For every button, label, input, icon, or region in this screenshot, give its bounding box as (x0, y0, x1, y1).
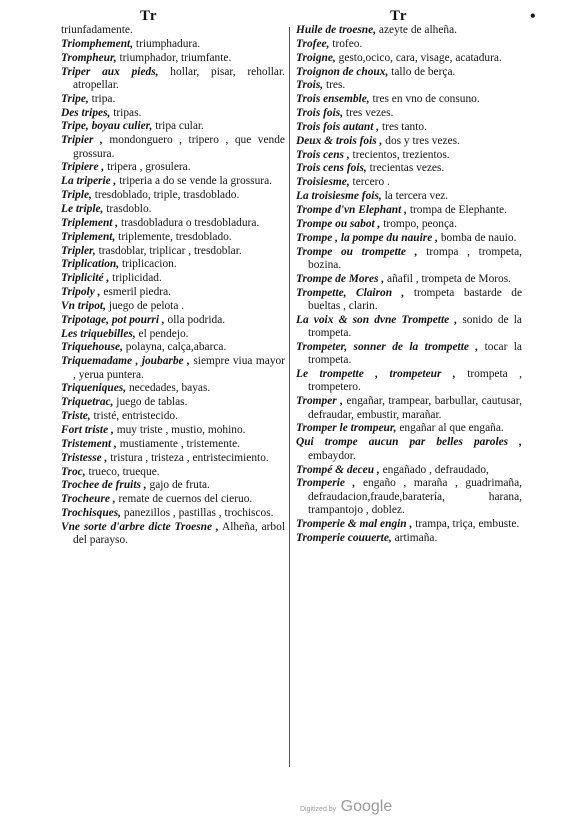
french-headword: Trochee de fruits , (61, 479, 147, 492)
right-column (296, 24, 522, 546)
dictionary-entry (61, 466, 285, 479)
dictionary-entry (61, 120, 285, 133)
french-headword: Triquemadame , joubarbe , (61, 355, 190, 368)
french-headword: Triste, (61, 410, 91, 423)
dictionary-entry (61, 328, 285, 341)
spanish-translation: tres. (325, 79, 346, 92)
french-headword: Fort triste , (61, 423, 114, 436)
spanish-translation: necedades, bayas. (128, 382, 211, 395)
french-headword: Triplement, (61, 230, 116, 243)
dictionary-entry (61, 452, 285, 465)
spanish-translation: trompa de Elephante. (409, 203, 507, 216)
dictionary-entry (61, 424, 285, 437)
french-headword: Tromper , (296, 395, 344, 408)
spanish-translation: Alheña, arbol del parayso. (73, 520, 285, 547)
spanish-translation: artimaña. (394, 531, 438, 544)
french-headword: Qui trompe aucun par belles paroles , (296, 436, 522, 449)
spanish-translation: triunfadamente. (61, 24, 133, 36)
french-headword: Deux & trois fois , (296, 134, 383, 147)
french-headword: Tripoly , (61, 286, 101, 299)
dictionary-entry (296, 218, 522, 231)
dictionary-entry (296, 121, 522, 134)
dictionary-entry (61, 341, 285, 354)
spanish-translation: la tercera vez. (384, 190, 449, 203)
spanish-translation: trompeta bastarde de bueltas , clarin. (308, 286, 522, 312)
dictionary-entry (61, 24, 285, 37)
spanish-translation: tres vezes. (345, 107, 394, 120)
spanish-translation: juego de pelota . (108, 299, 185, 312)
french-headword: Triquetrac, (61, 396, 114, 409)
dictionary-entry (61, 38, 285, 51)
french-headword: Tripiere , (61, 161, 105, 174)
dictionary-entry (61, 396, 285, 409)
french-headword: Trois fois, (296, 107, 344, 120)
spanish-translation: siempre viua mayor , yerua puntera. (73, 355, 285, 381)
spanish-translation: tripa cular. (155, 120, 204, 133)
spanish-translation: trasdobladura o tresdobladura. (121, 216, 260, 229)
dictionary-entry (296, 204, 522, 217)
spanish-translation: tripera , grosulera. (107, 161, 191, 174)
dictionary-entry (296, 273, 522, 286)
spanish-translation: juego de tablas. (116, 396, 188, 409)
spanish-translation: tripas. (113, 106, 142, 119)
dictionary-entry (61, 66, 285, 93)
french-headword: Triomphement, (61, 37, 134, 50)
french-headword: Trompe ou sabot , (296, 217, 381, 230)
french-headword: Trois, (296, 79, 324, 92)
spanish-translation: tristura , tristeza , entristecimiento. (110, 451, 269, 464)
dictionary-entry (61, 410, 285, 423)
dictionary-entry (61, 314, 285, 327)
spanish-translation: trasdoblar, triplicar , tresdoblar. (98, 244, 242, 257)
dictionary-entry (61, 355, 285, 382)
spanish-translation: gajo de fruta. (149, 479, 210, 492)
french-headword: Trois fois autant , (296, 120, 380, 133)
dictionary-entry (61, 507, 285, 520)
dictionary-entry (296, 464, 522, 477)
column-divider (289, 27, 290, 767)
french-headword: Trochisques, (61, 507, 122, 520)
dictionary-entry (296, 135, 522, 148)
french-headword: Trompe d'vn Elephant , (296, 203, 407, 216)
dictionary-entry (296, 176, 522, 189)
dictionary-entry (296, 287, 522, 314)
spanish-translation: tres en vno de consuno. (372, 93, 480, 106)
french-headword: Des tripes, (61, 106, 111, 119)
spanish-translation: tercero . (352, 176, 390, 189)
french-headword: Trois ensemble, (296, 93, 370, 106)
french-headword: Troisiesme, (296, 176, 350, 189)
french-headword: Tromperie & mal engin , (296, 517, 413, 530)
spanish-translation: trasdoblo. (106, 202, 152, 215)
french-headword: Trompe , la pompe du nauire , (296, 231, 438, 244)
dictionary-entry (61, 286, 285, 299)
spanish-translation: tresdoblado, triple, trasdoblado. (94, 189, 240, 202)
french-headword: Tromper le trompeur, (296, 422, 397, 435)
spanish-translation: olla podrida. (167, 313, 226, 326)
spanish-translation: triplicacion. (121, 258, 177, 271)
spanish-translation: trecientos, trezientos. (352, 148, 450, 161)
spanish-translation: tallo de berça. (391, 65, 456, 78)
spanish-translation: engañar al que engaña. (399, 422, 504, 435)
spanish-translation: azeyte de alheña. (378, 24, 458, 36)
french-headword: Tromperie , (296, 477, 356, 490)
spanish-translation: trecientas vezes. (369, 162, 445, 175)
french-headword: Triqueniques, (61, 382, 127, 395)
dictionary-entry (61, 521, 285, 548)
dictionary-entry (61, 382, 285, 395)
spanish-translation: tristé, entristecido. (93, 410, 178, 423)
dictionary-entry (296, 341, 522, 368)
dictionary-entry (61, 245, 285, 258)
spanish-translation: engaño , maraña , guadrimaña, defraudacion,fraude,baratería, harana, trampantojo , doblez. (308, 477, 522, 517)
spanish-translation: tocar la trompeta. (308, 340, 522, 367)
spanish-translation: muy triste , mustio, mohino. (116, 423, 246, 436)
google-logo: Google (340, 798, 393, 815)
spanish-translation: panezillos , pastillas , trochiscos. (123, 507, 274, 520)
spanish-translation: triplicidad. (112, 272, 162, 285)
dictionary-entry (296, 532, 522, 545)
spanish-translation: el pendejo. (138, 327, 189, 340)
dictionary-entry (296, 38, 522, 51)
spanish-translation: dos y tres vezes. (385, 134, 460, 147)
french-headword: Triquehouse, (61, 341, 123, 354)
french-headword: Triplement , (61, 216, 119, 229)
french-headword: Trompe ou trompette , (296, 245, 418, 258)
french-headword: Tripler, (61, 244, 96, 257)
french-headword: Tristesse , (61, 451, 108, 464)
french-headword: Le triple, (61, 202, 104, 215)
french-headword: Tripe, boyau culier, (61, 120, 153, 133)
dictionary-entry (61, 493, 285, 506)
dictionary-entry (296, 246, 522, 273)
french-headword: Trois cens , (296, 148, 350, 161)
french-headword: Troc, (61, 465, 86, 478)
dictionary-entry (61, 107, 285, 120)
dictionary-entry (61, 479, 285, 492)
dictionary-entry (61, 203, 285, 216)
french-headword: Tromperie couuerte, (296, 531, 392, 544)
french-headword: Trocheure , (61, 493, 116, 506)
dictionary-entry (296, 149, 522, 162)
spanish-translation: triperia a do se vende la grossura. (119, 175, 273, 188)
dictionary-entry (296, 368, 522, 395)
spanish-translation: triumphadura. (135, 37, 201, 50)
dictionary-entry (296, 52, 522, 65)
left-column (61, 24, 285, 548)
spanish-translation: trompeta , trompetero. (308, 368, 522, 394)
dictionary-entry (296, 107, 522, 120)
french-headword: Vn tripot, (61, 299, 106, 312)
dictionary-entry (61, 438, 285, 451)
spanish-translation: gesto,ocico, cara, visage, acatadura. (338, 51, 502, 64)
dictionary-entry (61, 175, 285, 188)
dictionary-entry (61, 93, 285, 106)
digitized-by-text: Digitized by (300, 806, 337, 813)
french-headword: Le trompette , trompeteur , (296, 368, 456, 381)
french-headword: Trompe de Mores , (296, 272, 385, 285)
dictionary-entry (296, 232, 522, 245)
running-head-left: Tr (140, 8, 158, 24)
spanish-translation: hollar, pisar, rehollar. atropellar. (73, 65, 285, 91)
spanish-translation: trampa, triça, embuste. (415, 517, 520, 530)
dictionary-entry (296, 66, 522, 79)
spanish-translation: trofeo. (332, 37, 363, 50)
spanish-translation: remate de cuernos del cieruo. (118, 493, 253, 506)
french-headword: Trompé & deceu , (296, 463, 380, 476)
spanish-translation: engañado , defraudado, (382, 463, 489, 476)
spanish-translation: trompo, peonça. (383, 217, 457, 230)
dictionary-entry (296, 93, 522, 106)
dictionary-entry (296, 436, 522, 463)
french-headword: Vne sorte d'arbre dicte Troesne , (61, 520, 219, 533)
spanish-translation: triumphador, triumfante. (119, 51, 232, 64)
dictionary-entry (61, 217, 285, 230)
french-headword: Triplicité , (61, 272, 110, 285)
margin-mark: • (530, 8, 536, 25)
french-headword: Trofee, (296, 37, 330, 50)
french-headword: Triplication, (61, 258, 120, 271)
spanish-translation: trompa , trompeta, bozina. (308, 245, 522, 271)
dictionary-entry (296, 314, 522, 341)
french-headword: Troignon de choux, (296, 65, 389, 78)
dictionary-entry (61, 189, 285, 202)
dictionary-entry (61, 161, 285, 174)
french-headword: Trompeter, sonner de la trompette , (296, 340, 479, 353)
dictionary-entry (296, 518, 522, 531)
french-headword: La voix & son dvne Trompette , (296, 313, 458, 326)
spanish-translation: sonido de la trompeta. (308, 313, 522, 340)
french-headword: Tripier , (61, 134, 103, 147)
spanish-translation: triplemente, tresdoblado. (118, 230, 232, 243)
dictionary-entry (61, 258, 285, 271)
dictionary-entry (296, 79, 522, 92)
spanish-translation: añafil , trompeta de Moros. (387, 272, 512, 285)
spanish-translation: polayna, calça,abarca. (125, 341, 227, 354)
dictionary-entry (296, 190, 522, 203)
french-headword: Tristement , (61, 437, 117, 450)
dictionary-entry (296, 422, 522, 435)
french-headword: La triperie , (61, 175, 117, 188)
running-head-right: Tr (390, 8, 408, 24)
spanish-translation: engañar, trampear, barbullar, cautusar, defraudar, embustir, marañar. (308, 395, 522, 421)
french-headword: Tripe, (61, 92, 89, 105)
dictionary-entry (61, 134, 285, 161)
french-headword: Troigne, (296, 51, 336, 64)
dictionary-entry (61, 231, 285, 244)
french-headword: La troisiesme fois, (296, 190, 382, 203)
french-headword: Tripotage, pot pourri , (61, 313, 165, 326)
spanish-translation: tres tanto. (382, 120, 427, 133)
dictionary-entry (296, 395, 522, 422)
spanish-translation: trueco, trueque. (88, 465, 160, 478)
french-headword: Triper aux pieds, (61, 65, 159, 78)
french-headword: Les triquebilles, (61, 327, 136, 340)
dictionary-entry (296, 24, 522, 37)
french-headword: Trois cens fois, (296, 162, 367, 175)
french-headword: Triple, (61, 189, 92, 202)
french-headword: Trompette, Clairon , (296, 286, 405, 299)
spanish-translation: bomba de nauio. (440, 231, 517, 244)
french-headword: Huile de troesne, (296, 24, 377, 36)
spanish-translation: mustiamente , tristemente. (119, 437, 240, 450)
dictionary-entry (296, 477, 522, 517)
spanish-translation: mondonguero , tripero , que vende grossura. (73, 134, 285, 160)
spanish-translation: esmeril piedra. (103, 286, 171, 299)
spanish-translation: tripa. (91, 92, 116, 105)
spanish-translation: embaydor. (308, 449, 356, 462)
dictionary-entry (296, 162, 522, 175)
digitization-watermark (300, 798, 392, 816)
dictionary-entry (61, 52, 285, 65)
french-headword: Trompheur, (61, 51, 117, 64)
dictionary-entry (61, 272, 285, 285)
dictionary-entry (61, 300, 285, 313)
